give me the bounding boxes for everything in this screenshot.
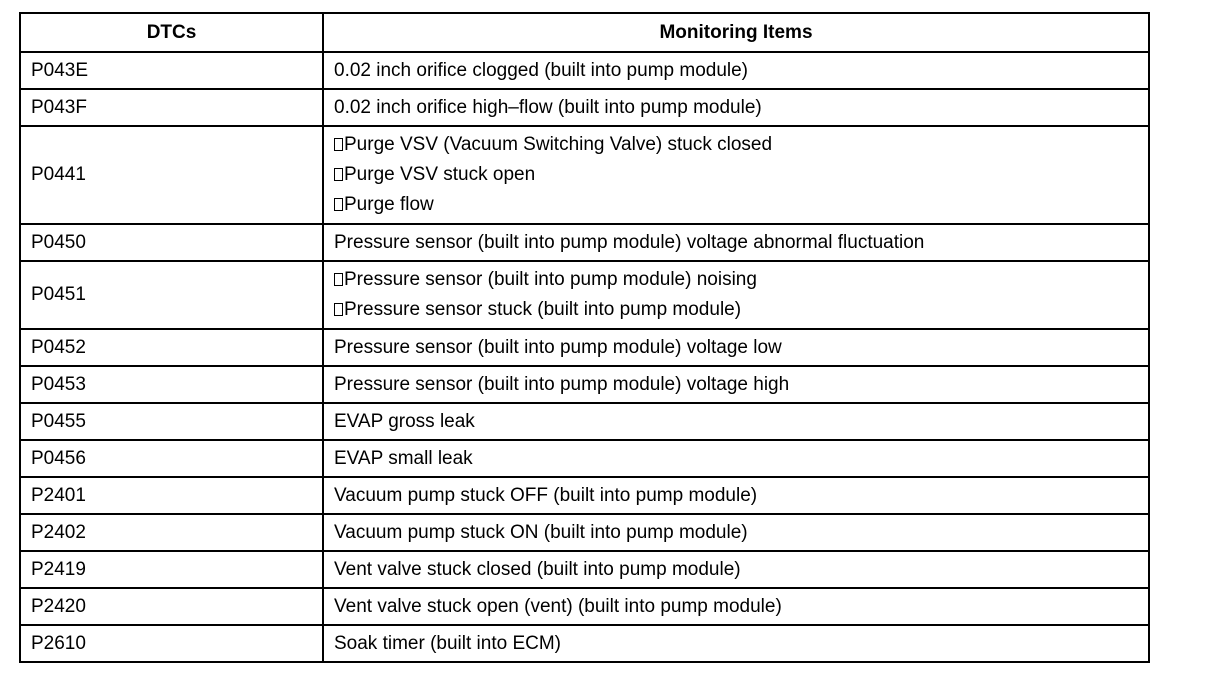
monitoring-item-text: Pressure sensor stuck (built into pump module) (344, 299, 742, 320)
table-row (20, 588, 1149, 625)
table-row (20, 514, 1149, 551)
monitoring-item-text: Soak timer (built into ECM) (334, 632, 562, 654)
monitoring-items-cell (323, 440, 1149, 477)
monitoring-item-text: Pressure sensor (built into pump module) voltage high (334, 373, 790, 395)
dtc-code: P0441 (20, 126, 323, 224)
monitoring-items-cell (323, 329, 1149, 366)
table-body (20, 52, 1149, 662)
monitoring-item-text: Vacuum pump stuck ON (built into pump module) (334, 521, 748, 543)
table-row (20, 329, 1149, 366)
table-row (20, 366, 1149, 403)
monitoring-item (334, 160, 1138, 190)
monitoring-item-text: Vent valve stuck closed (built into pump module) (334, 558, 741, 580)
monitoring-item-text: Pressure sensor (built into pump module) voltage low (334, 336, 782, 358)
monitoring-item (334, 370, 1138, 400)
monitoring-item (334, 56, 1138, 86)
table-row (20, 551, 1149, 588)
monitoring-items-cell (323, 477, 1149, 514)
monitoring-item (334, 190, 1138, 220)
monitoring-items-cell (323, 403, 1149, 440)
header-dtcs: DTCs (20, 13, 323, 52)
dtc-code: P2610 (20, 625, 323, 662)
monitoring-item-text: Vent valve stuck open (vent) (built into pump module) (334, 595, 782, 617)
checkbox-bullet-icon (334, 273, 343, 286)
monitoring-item (334, 444, 1138, 474)
dtc-code: P2420 (20, 588, 323, 625)
table-row (20, 89, 1149, 126)
monitoring-items-cell (323, 366, 1149, 403)
monitoring-items-cell (323, 261, 1149, 329)
monitoring-item (334, 481, 1138, 511)
dtc-code: P0456 (20, 440, 323, 477)
monitoring-item (334, 93, 1138, 123)
checkbox-bullet-icon (334, 198, 343, 211)
monitoring-items-cell (323, 551, 1149, 588)
monitoring-items-cell (323, 588, 1149, 625)
dtc-monitoring-table (19, 12, 1150, 663)
monitoring-item (334, 592, 1138, 622)
dtc-code: P0455 (20, 403, 323, 440)
checkbox-bullet-icon (334, 168, 343, 181)
header-monitoring-items: Monitoring Items (323, 13, 1149, 52)
header-row (20, 13, 1149, 52)
table-row (20, 625, 1149, 662)
monitoring-item-text: Pressure sensor (built into pump module) voltage abnormal fluctuation (334, 231, 925, 253)
monitoring-item (334, 555, 1138, 585)
monitoring-item-text: Vacuum pump stuck OFF (built into pump module) (334, 484, 758, 506)
table-row (20, 52, 1149, 89)
table-header (20, 13, 1149, 52)
monitoring-item (334, 518, 1138, 548)
monitoring-item-text: Purge VSV stuck open (344, 164, 536, 185)
table-row (20, 126, 1149, 224)
monitoring-item-text: Purge flow (344, 194, 434, 215)
monitoring-item (334, 130, 1138, 160)
dtc-code: P043F (20, 89, 323, 126)
checkbox-bullet-icon (334, 303, 343, 316)
table-row (20, 224, 1149, 261)
dtc-code: P2402 (20, 514, 323, 551)
monitoring-item (334, 407, 1138, 437)
monitoring-item-text: Pressure sensor (built into pump module) noising (344, 269, 757, 290)
checkbox-bullet-icon (334, 138, 343, 151)
table-row (20, 477, 1149, 514)
monitoring-items-cell (323, 126, 1149, 224)
table-row (20, 261, 1149, 329)
monitoring-items-cell (323, 514, 1149, 551)
dtc-code: P2419 (20, 551, 323, 588)
dtc-code: P0450 (20, 224, 323, 261)
monitoring-item (334, 228, 1138, 258)
monitoring-item (334, 629, 1138, 659)
monitoring-item (334, 295, 1138, 325)
monitoring-items-cell (323, 89, 1149, 126)
monitoring-item-text: EVAP gross leak (334, 410, 475, 432)
monitoring-item (334, 265, 1138, 295)
dtc-code: P2401 (20, 477, 323, 514)
table-row (20, 440, 1149, 477)
dtc-code: P0452 (20, 329, 323, 366)
monitoring-item (334, 333, 1138, 363)
monitoring-item-text: 0.02 inch orifice high–flow (built into pump module) (334, 96, 762, 118)
monitoring-item-text: EVAP small leak (334, 447, 473, 469)
dtc-code: P043E (20, 52, 323, 89)
monitoring-items-cell (323, 224, 1149, 261)
monitoring-items-cell (323, 52, 1149, 89)
table-row (20, 403, 1149, 440)
dtc-code: P0451 (20, 261, 323, 329)
monitoring-item-text: 0.02 inch orifice clogged (built into pump module) (334, 59, 749, 81)
monitoring-item-text: Purge VSV (Vacuum Switching Valve) stuck closed (344, 134, 773, 155)
monitoring-items-cell (323, 625, 1149, 662)
dtc-code: P0453 (20, 366, 323, 403)
